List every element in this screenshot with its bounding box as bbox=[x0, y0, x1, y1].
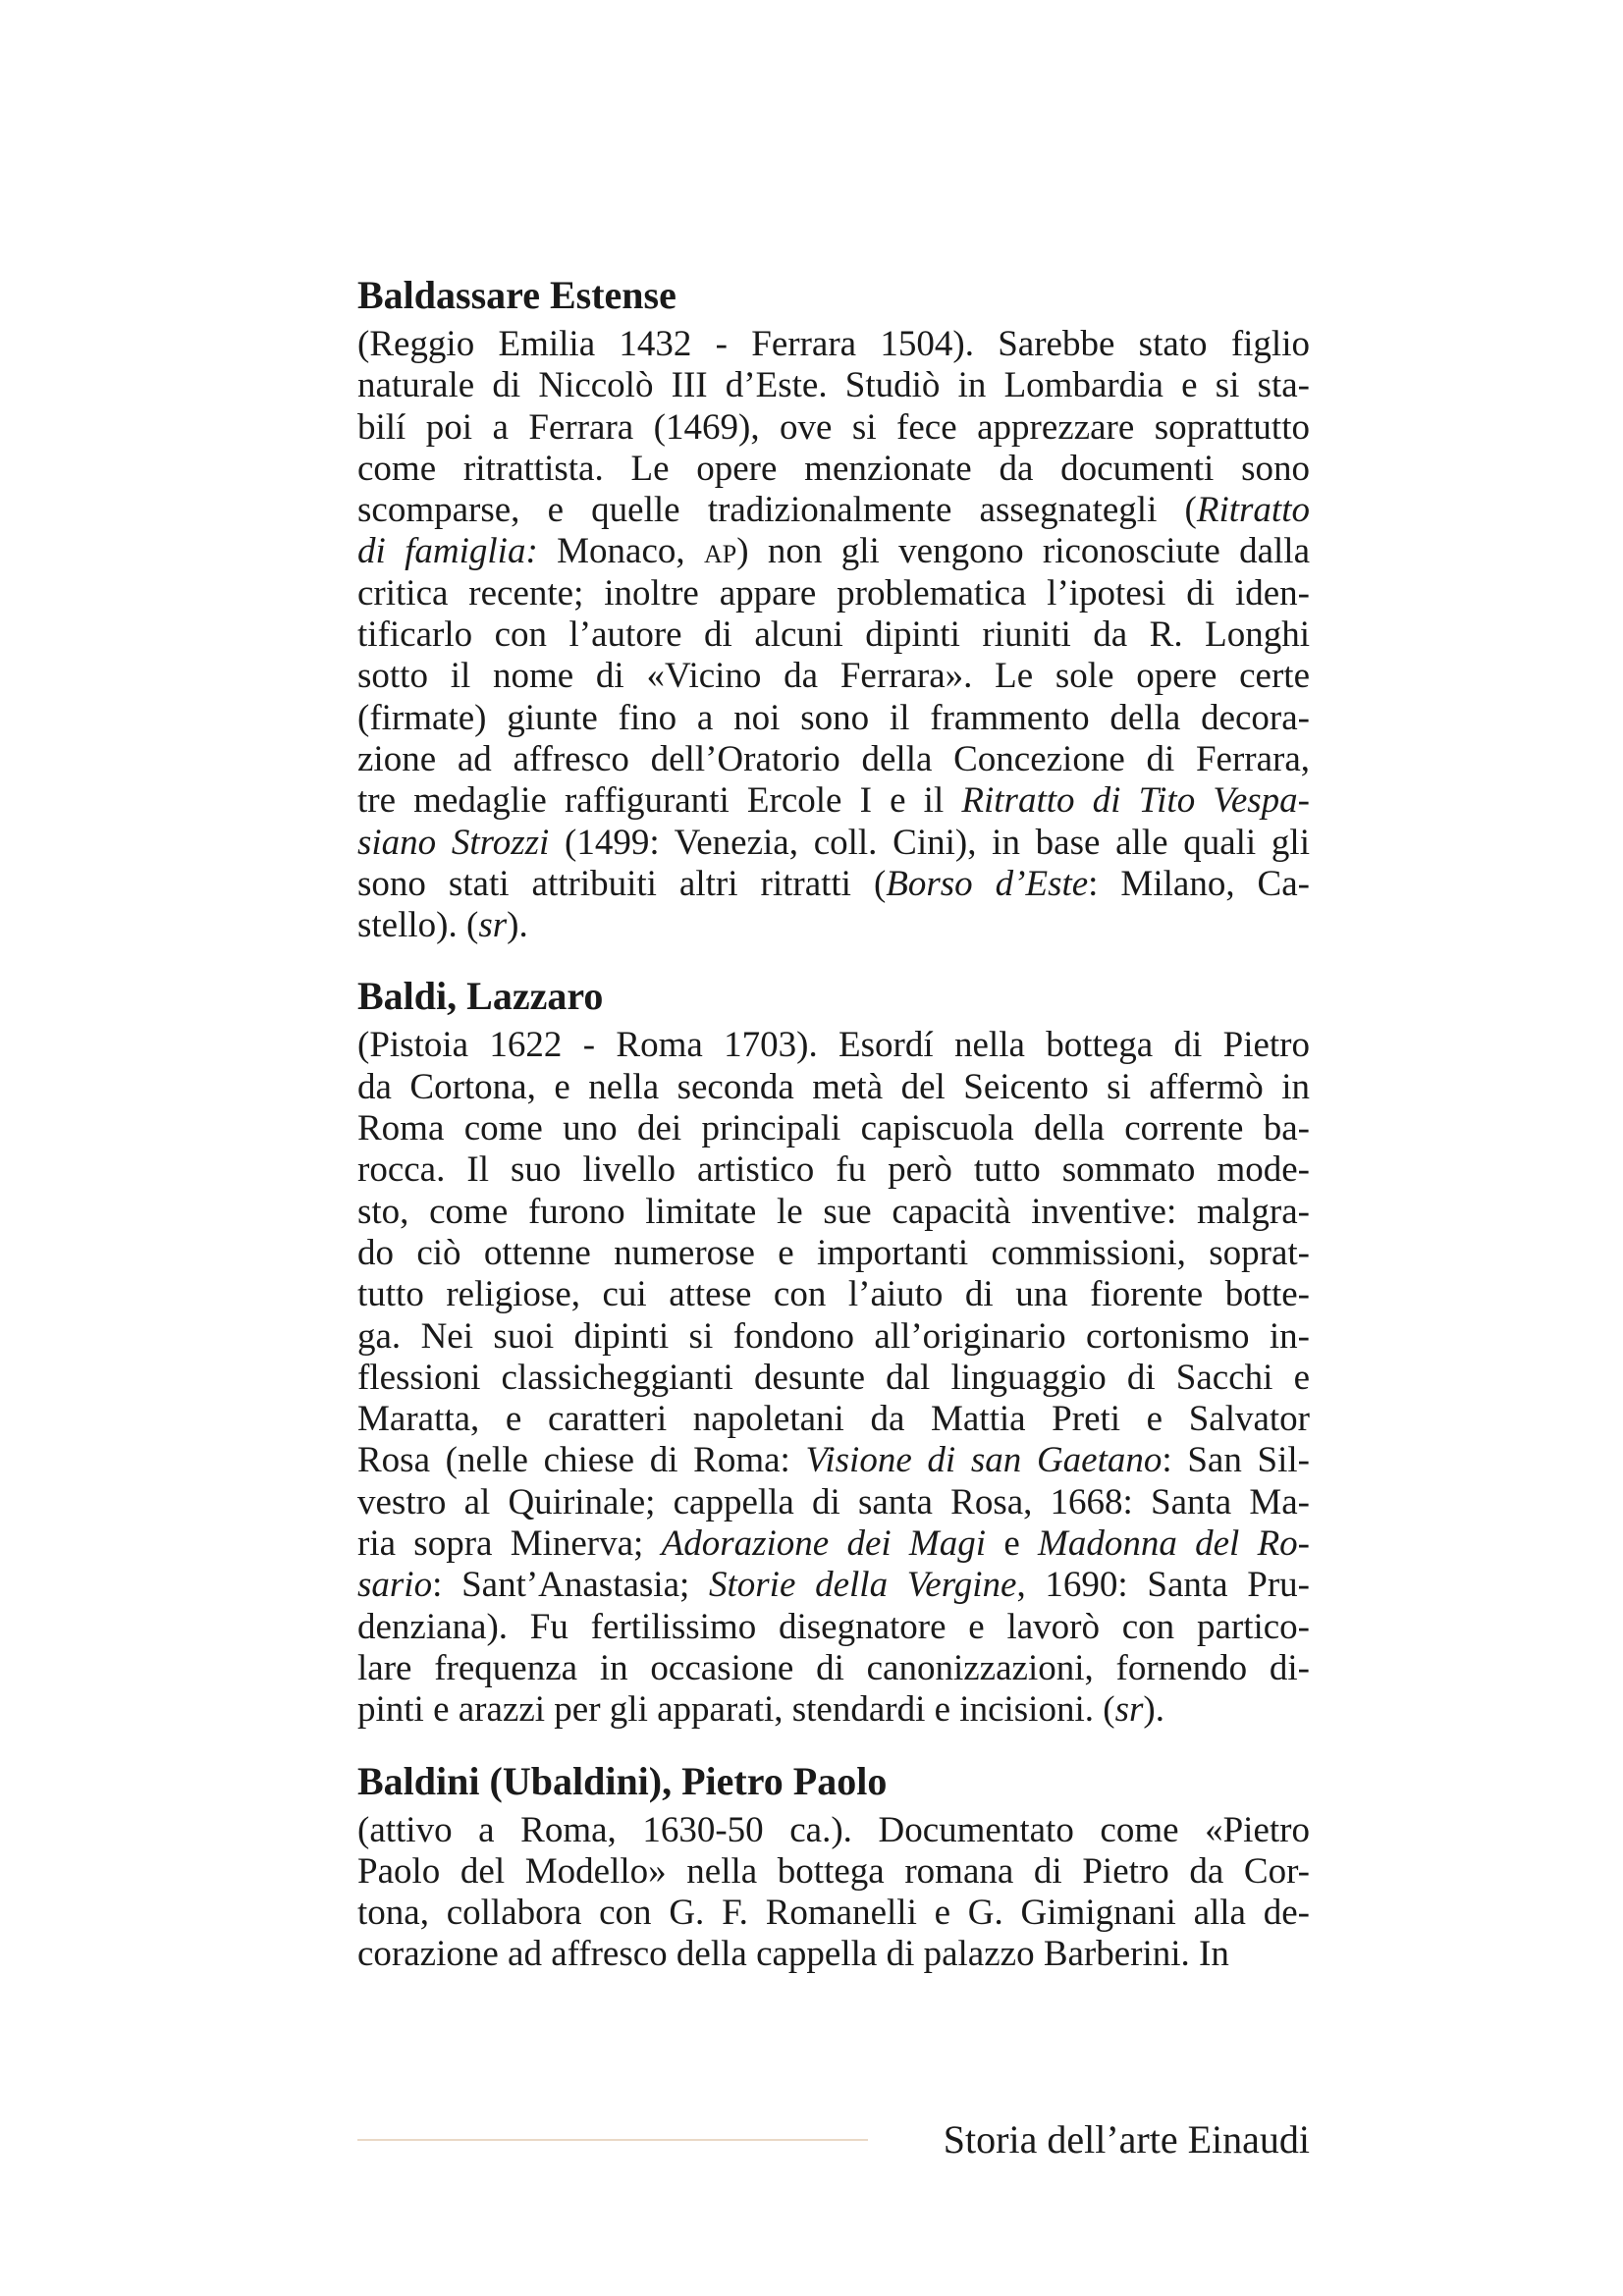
italic-span: Ritratto di Tito Vespa- bbox=[961, 780, 1311, 822]
entries-list bbox=[357, 271, 1310, 1976]
text-line bbox=[357, 1810, 1310, 1851]
text-line bbox=[357, 365, 1310, 406]
italic-span: Storie della Vergine bbox=[709, 1565, 1017, 1606]
text-line bbox=[357, 1523, 1310, 1565]
text-span: denziana). Fu fertilissimo disegnatore e lavorò con partico- bbox=[357, 1606, 1310, 1647]
text-span: : Sant’Anastasia; bbox=[432, 1565, 709, 1606]
text-span: , 1690: Santa Pru- bbox=[1016, 1565, 1311, 1606]
text-line bbox=[357, 1316, 1310, 1358]
text-line bbox=[357, 1025, 1310, 1066]
text-line bbox=[357, 614, 1310, 656]
text-span: ria sopra Minerva; bbox=[357, 1523, 662, 1565]
italic-span: Visione di san Gaetano bbox=[805, 1440, 1163, 1481]
entry bbox=[357, 972, 1310, 1731]
text-span: da Cortona, e nella seconda metà del Seicento si affermò in bbox=[357, 1066, 1310, 1107]
text-span: bilí poi a Ferrara (1469), ove si fece apprezzare soprattutto bbox=[357, 406, 1310, 448]
text-span: rocca. Il suo livello artistico fu però tutto sommato mode- bbox=[357, 1149, 1310, 1191]
text-span: scomparse, e quelle tradizionalmente assegnategli ( bbox=[357, 490, 1197, 531]
text-span: Roma come uno dei principali capiscuola della corrente ba- bbox=[357, 1108, 1310, 1149]
text-line bbox=[357, 449, 1310, 490]
text-line bbox=[357, 1274, 1310, 1315]
text-span: tutto religiose, cui attese con l’aiuto di una fiorente botte- bbox=[357, 1274, 1310, 1315]
text-line bbox=[357, 739, 1310, 780]
text-span: ). bbox=[1143, 1689, 1164, 1731]
entry-title: Baldi, Lazzaro bbox=[357, 974, 604, 1019]
text-span: (attivo a Roma, 1630-50 ca.). Documentato come «Pietro bbox=[357, 1809, 1310, 1850]
text-line bbox=[357, 1482, 1310, 1523]
text-span: ga. Nei suoi dipinti si fondono all’originario cortonismo in- bbox=[357, 1315, 1310, 1357]
entry-body bbox=[357, 1810, 1310, 1976]
entry-body bbox=[357, 1025, 1310, 1731]
text-span: (1499: Venezia, coll. Cini), in base alle quali gli bbox=[549, 822, 1310, 863]
italic-span: sr bbox=[478, 905, 508, 946]
entry-title: Baldassare Estense bbox=[357, 273, 676, 317]
text-line bbox=[357, 698, 1310, 739]
italic-span: sr bbox=[1114, 1689, 1144, 1731]
text-span: pinti e arazzi per gli apparati, stendardi e incisioni. ( bbox=[357, 1689, 1115, 1731]
text-line bbox=[357, 1233, 1310, 1274]
text-line bbox=[357, 1689, 1310, 1731]
text-span: sono stati attribuiti altri ritratti ( bbox=[357, 863, 887, 904]
text-span: sotto il nome di «Vicino da Ferrara». Le sole opere certe bbox=[357, 656, 1310, 697]
text-line bbox=[357, 573, 1310, 614]
text-span: : Milano, Ca- bbox=[1088, 863, 1310, 904]
text-span: (Reggio Emilia 1432 - Ferrara 1504). Sarebbe stato figlio bbox=[357, 324, 1310, 364]
italic-span: siano Strozzi bbox=[357, 822, 550, 863]
text-span: do ciò ottenne numerose e importanti commissioni, soprat- bbox=[357, 1232, 1310, 1273]
footer-rule bbox=[357, 2139, 868, 2141]
text-line bbox=[357, 1067, 1310, 1108]
text-line bbox=[357, 1399, 1310, 1440]
text-line bbox=[357, 656, 1310, 697]
text-span: lare frequenza in occasione di canonizzazioni, fornendo di- bbox=[357, 1647, 1310, 1688]
italic-span: Ritratto bbox=[1196, 490, 1310, 531]
entry-title: Baldini (Ubaldini), Pietro Paolo bbox=[357, 1758, 888, 1803]
entry bbox=[357, 271, 1310, 946]
text-line bbox=[357, 1192, 1310, 1233]
text-line bbox=[357, 1648, 1310, 1689]
text-span: come ritrattista. Le opere menzionate da documenti sono bbox=[357, 448, 1310, 489]
text-span: flessioni classicheggianti desunte dal linguaggio di Sacchi e bbox=[357, 1357, 1310, 1398]
text-line bbox=[357, 1108, 1310, 1149]
text-line bbox=[357, 531, 1310, 572]
text-span: vestro al Quirinale; cappella di santa Rosa, 1668: Santa Ma- bbox=[357, 1481, 1310, 1522]
text-span: ap bbox=[703, 531, 737, 572]
text-line bbox=[357, 1851, 1310, 1893]
text-line bbox=[357, 905, 1310, 946]
text-span: critica recente; inoltre appare problematica l’ipotesi di iden- bbox=[357, 572, 1310, 614]
italic-span: Madonna del Ro- bbox=[1038, 1523, 1310, 1565]
text-line bbox=[357, 780, 1310, 822]
text-span: Rosa (nelle chiese di Roma: bbox=[357, 1440, 806, 1481]
entry bbox=[357, 1757, 1310, 1976]
text-span: zione ad affresco dell’Oratorio della Concezione di Ferrara, bbox=[357, 738, 1310, 779]
text-span: tona, collabora con G. F. Romanelli e G. Gimignani alla de- bbox=[357, 1893, 1310, 1934]
entry-body bbox=[357, 324, 1310, 946]
text-span: Paolo del Modello» nella bottega romana di Pietro da Cor- bbox=[357, 1850, 1310, 1892]
text-span: corazione ad affresco della cappella di palazzo Barberini. In bbox=[357, 1934, 1229, 1975]
text-span: (firmate) giunte fino a noi sono il frammento della decora- bbox=[357, 697, 1310, 738]
text-line bbox=[357, 864, 1310, 905]
text-line bbox=[357, 1358, 1310, 1399]
text-span: tificarlo con l’autore di alcuni dipinti riuniti da R. Longhi bbox=[357, 614, 1310, 656]
text-line bbox=[357, 1607, 1310, 1648]
text-line bbox=[357, 324, 1310, 365]
text-line bbox=[357, 823, 1310, 864]
text-line bbox=[357, 1565, 1310, 1606]
italic-span: sario bbox=[357, 1565, 433, 1606]
text-span: e bbox=[986, 1523, 1039, 1565]
text-span: naturale di Niccolò III d’Este. Studiò in Lombardia e si sta- bbox=[357, 365, 1310, 406]
text-span: : San Sil- bbox=[1162, 1440, 1310, 1481]
text-span: sto, come furono limitate le sue capacità inventive: malgra- bbox=[357, 1191, 1310, 1232]
text-line bbox=[357, 407, 1310, 449]
italic-span: Borso d’Este bbox=[886, 863, 1089, 904]
text-span: Monaco, bbox=[537, 531, 704, 572]
text-line bbox=[357, 490, 1310, 531]
text-span: ). bbox=[507, 905, 528, 946]
text-span: ) non gli vengono riconosciute dalla bbox=[736, 531, 1310, 572]
text-line bbox=[357, 1149, 1310, 1191]
article-column bbox=[357, 271, 1310, 2002]
italic-span: di famiglia: bbox=[357, 531, 538, 572]
text-line bbox=[357, 1893, 1310, 1934]
text-span: (Pistoia 1622 - Roma 1703). Esordí nella bottega di Pietro bbox=[357, 1025, 1310, 1066]
footer-text: Storia dell’arte Einaudi bbox=[943, 2117, 1310, 2162]
text-span: Maratta, e caratteri napoletani da Mattia Preti e Salvator bbox=[357, 1399, 1310, 1440]
text-line bbox=[357, 1934, 1310, 1975]
text-line bbox=[357, 1440, 1310, 1481]
text-span: tre medaglie raffiguranti Ercole I e il bbox=[357, 780, 962, 822]
italic-span: Adorazione dei Magi bbox=[661, 1523, 987, 1565]
text-span: stello). ( bbox=[357, 905, 479, 946]
